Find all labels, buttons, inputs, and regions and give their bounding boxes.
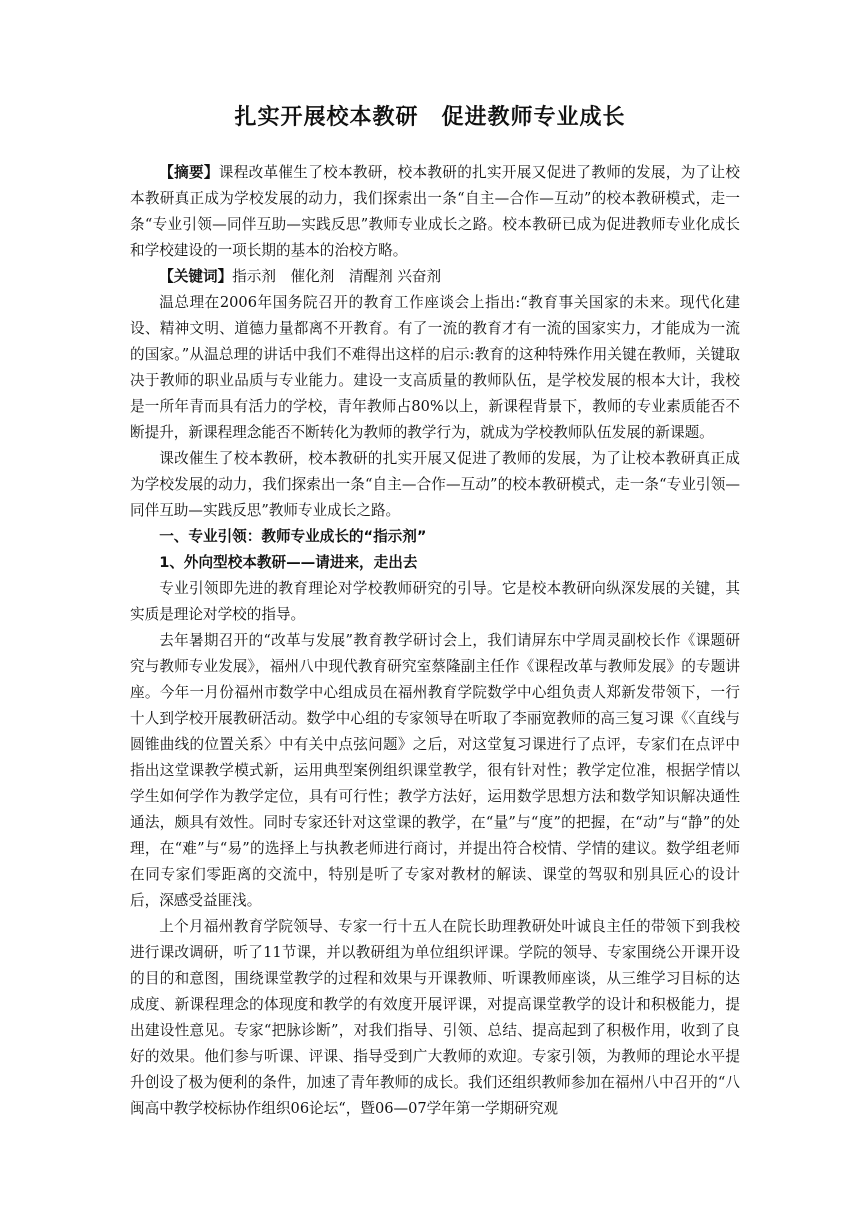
keywords-text: 指示剂 催化剂 清醒剂 兴奋剂 <box>232 268 442 285</box>
abstract-paragraph <box>130 160 740 264</box>
section-heading: 一、专业引领：教师专业成长的“指示剂” <box>159 528 427 545</box>
abstract-label: 【摘要】 <box>159 164 219 181</box>
body-paragraph: 温总理在2006年国务院召开的教育工作座谈会上指出:“教育事关国家的未来。现代化建设、精神文明、道德力量都离不开教育。有了一流的教育才有一流的国家实力，才能成为一流的国家。”从温总理的讲话中我们不难得出这样的启示:教育的这种特殊作用关键在教师，关键取决于教师的职业品质与专业能力。建设一支高质量的教师队伍，是学校发展的根本大计，我校是一所年青而具有活力的学校，青年教师占80%以上，新课程背景下，教师的专业素质能否不断提升，新课程理念能否不断转化为教师的教学行为，就成为学校教师队伍发展的新课题。 <box>130 294 740 441</box>
subsection-heading: 1、外向型校本教研——请进来，走出去 <box>159 554 418 571</box>
body-paragraph: 专业引领即先进的教育理论对学校教师研究的引导。它是校本教研向纵深发展的关键，其实质是理论对学校的指导。 <box>130 580 740 623</box>
abstract-text: 课程改革催生了校本教研，校本教研的扎实开展又促进了教师的发展，为了让校本教研真正成为学校发展的动力，我们探索出一条“自主—合作—互动”的校本教研模式，走一条“专业引领—同伴互助—实践反思”教师专业成长之路。校本教研已成为促进教师专业化成长和学校建设的一项长期的基本的治校方略。 <box>130 164 740 259</box>
document-title: 扎实开展校本教研 促进教师专业成长 <box>234 105 626 130</box>
body-paragraph: 去年暑期召开的“改革与发展”教育教学研讨会上，我们请屏东中学周灵副校长作《课题研究与教师专业发展》，福州八中现代教育研究室蔡隆副主任作《课程改革与教师发展》的专题讲座。今年一月份福州市数学中心组成员在福州教育学院数学中心组负责人郑新发带领下，一行十人到学校开展教研活动。数学中心组的专家领导在听取了李丽宽教师的高三复习课《〈直线与圆锥曲线的位置关系〉中有关中点弦问题》之后，对这堂复习课进行了点评，专家们在点评中指出这堂课教学模式新，运用典型案例组织课堂教学，很有针对性；教学定位准，根据学情以学生如何学作为教学定位，具有可行性；教学方法好，运用数学思想方法和数学知识解决通性通法，颇具有效性。同时专家还针对这堂课的教学，在“量”与“度”的把握，在“动”与“静”的处理，在“难”与“易”的选择上与执教老师进行商讨，并提出符合校情、学情的建议。数学组老师在同专家们零距离的交流中，特别是听了专家对教材的解读、课堂的驾驭和别具匠心的设计后，深感受益匪浅。 <box>130 632 740 909</box>
document-body <box>130 160 740 1122</box>
keywords-paragraph <box>130 264 740 290</box>
body-paragraph: 课改催生了校本教研，校本教研的扎实开展又促进了教师的发展，为了让校本教研真正成为学校发展的动力，我们探索出一条“自主—合作—互动”的校本教研模式，走一条“专业引领—同伴互助—实践反思”教师专业成长之路。 <box>130 450 740 519</box>
keywords-label: 【关键词】 <box>159 268 233 285</box>
body-paragraph: 上个月福州教育学院领导、专家一行十五人在院长助理教研处叶诚良主任的带领下到我校进行课改调研，听了11节课，并以教研组为单位组织评课。学院的领导、专家围绕公开课开设的目的和意图，围绕课堂教学的过程和效果与开课教师、听课教师座谈，从三维学习目标的达成度、新课程理念的体现度和教学的有效度开展评课，对提高课堂教学的设计和积极能力，提出建设性意见。专家“把脉诊断”，对我们指导、引领、总结、提高起到了积极作用，收到了良好的效果。他们参与听课、评课、指导受到广大教师的欢迎。专家引领，为教师的理论水平提升创设了极为便利的条件，加速了青年教师的成长。我们还组织教师参加在福州八中召开的“八闽高中教学校标协作组织06论坛“，暨06—07学年第一学期研究观 <box>130 918 740 1117</box>
